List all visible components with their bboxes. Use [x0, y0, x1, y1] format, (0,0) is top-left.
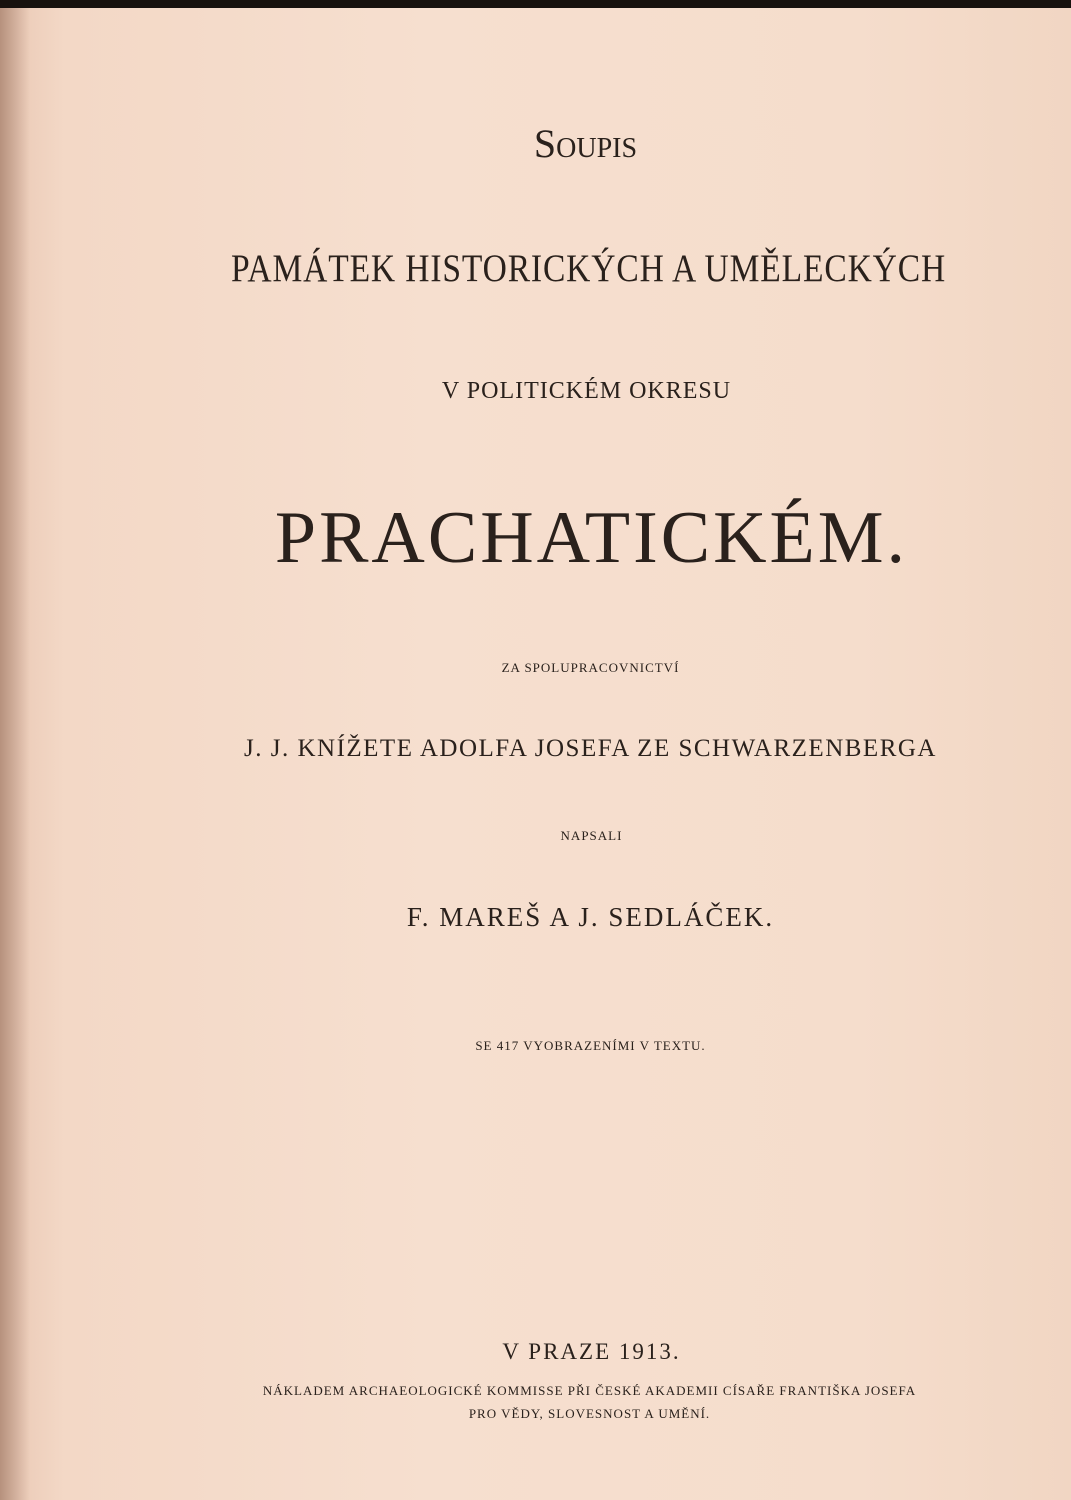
title-soupis: Soupis [533, 121, 638, 166]
publication-place-year: V PRAZE 1913. [502, 1339, 681, 1364]
publisher-line-1: NÁKLADEM ARCHAEOLOGICKÉ KOMMISSE PŘI ČESKÉ AKADEMII CÍSAŘE FRANTIŠKA JOSEFA [262, 1383, 917, 1398]
collaborator-name: J. J. KNÍŽETE ADOLFA JOSEFA ZE SCHWARZENBERGA [244, 735, 937, 762]
collaboration-label: ZA SPOLUPRACOVNICTVÍ [501, 660, 680, 675]
title-main: PAMÁTEK HISTORICKÝCH A UMĚLECKÝCH [230, 247, 947, 290]
spine-shadow [0, 8, 30, 1500]
title-district-name: PRACHATICKÉM. [274, 497, 909, 579]
publisher-line-2: PRO VĚDY, SLOVESNOST A UMĚNÍ. [468, 1406, 711, 1421]
illustrations-note: SE 417 VYOBRAZENÍMI V TEXTU. [475, 1038, 706, 1053]
authors-names: F. MAREŠ A J. SEDLÁČEK. [406, 902, 775, 932]
top-dark-edge [0, 0, 1071, 8]
title-district-intro: V POLITICKÉM OKRESU [441, 378, 732, 404]
authors-label: NAPSALI [560, 828, 623, 843]
title-page [0, 8, 1071, 1500]
